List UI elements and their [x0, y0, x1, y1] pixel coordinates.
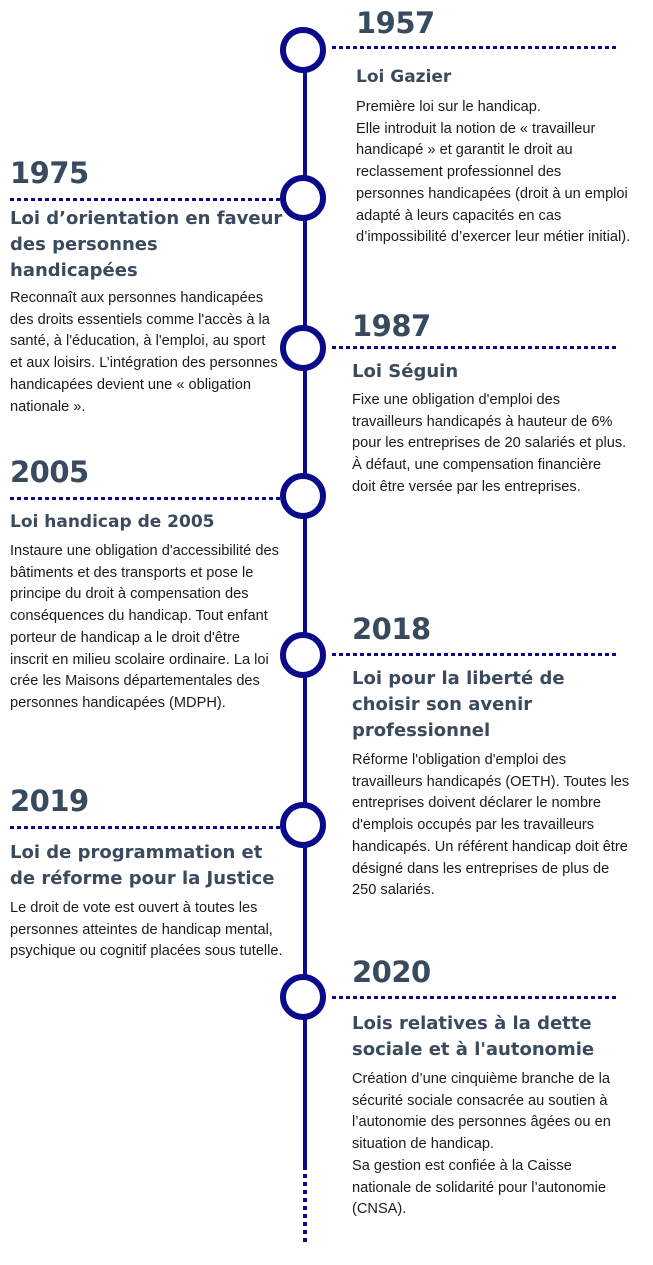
timeline-node-1987: [280, 325, 326, 371]
event-title: Lois relatives à la dette sociale et à l'autonomie: [352, 1013, 595, 1060]
timeline-entry-1957: [356, 6, 636, 249]
event-description: Fixe une obligation d'emploi des travailleurs handicapés à hauteur de 6% pour les entreprises de 20 salariés et plus. À défaut, une compensation financière doit être versée par les entreprises.: [352, 392, 627, 495]
event-description: Réforme l'obligation d'emploi des travailleurs handicapés (OETH). Toutes les entreprises doivent déclarer le nombre d'emplois occupés par les travailleurs handicapés. Un référent handicap doit être désigné dans les entreprises de plus de 250 salariés.: [352, 752, 630, 899]
event-title: Loi Séguin: [352, 361, 459, 382]
timeline-continuation-dots: [303, 1166, 307, 1242]
timeline-entry-2019: [10, 784, 290, 963]
event-year: 1987: [352, 309, 431, 343]
event-year: 2020: [352, 955, 431, 989]
event-year: 2019: [10, 784, 89, 818]
event-description: Création d’une cinquième branche de la sécurité sociale consacrée au soutien à l’autonomie des personnes âgées ou en situation de handicap. Sa gestion est confiée à la Caisse nationale de solidarité pour l’autonomie (CNSA).: [352, 1071, 611, 1218]
event-year: 1975: [10, 156, 89, 190]
event-description: Instaure une obligation d'accessibilité des bâtiments et des transports et pose le principe du droit à compensation des conséquences du handicap. Tout enfant porteur de handicap a le droit d'être inscrit en milieu scolaire ordinaire. La loi crée les Maisons départementales des personnes handicapées (MDPH).: [10, 543, 279, 711]
timeline-node-2020: [280, 974, 326, 1020]
timeline-entry-1987: [352, 309, 632, 499]
event-year: 2005: [10, 455, 89, 489]
timeline-entry-1975: [10, 156, 290, 418]
event-title: Loi Gazier: [356, 67, 452, 87]
event-title: Loi de programmation et de réforme pour la Justice: [10, 842, 275, 889]
timeline-entry-2005: [10, 455, 290, 715]
event-description: Reconnaît aux personnes handicapées des droits essentiels comme l'accès à la santé, à l'éducation, à l'emploi, au sport et aux loisirs. L’intégration des personnes handicapées devient une « obligation nationale ».: [10, 290, 278, 415]
event-title: Loi handicap de 2005: [10, 512, 215, 532]
timeline-node-1957: [280, 27, 326, 73]
event-description: Première loi sur le handicap. Elle introduit la notion de « travailleur handicapé » et garantit le droit au reclassement professionnel des personnes handicapées (droit à un emploi adapté à leurs capacités en cas d’impossibilité d’exercer leur métier initial).: [356, 99, 631, 246]
timeline-entry-2020: [352, 955, 632, 1221]
event-title: Loi pour la liberté de choisir son avenir professionnel: [352, 668, 565, 741]
event-description: Le droit de vote est ouvert à toutes les personnes atteintes de handicap mental, psychique ou cognitif placées sous tutelle.: [10, 900, 283, 960]
timeline-entry-2018: [352, 612, 642, 902]
timeline-node-2018: [280, 632, 326, 678]
event-title: Loi d’orientation en faveur des personnes handicapées: [10, 208, 283, 281]
event-year: 2018: [352, 612, 431, 646]
event-year: 1957: [356, 6, 435, 40]
